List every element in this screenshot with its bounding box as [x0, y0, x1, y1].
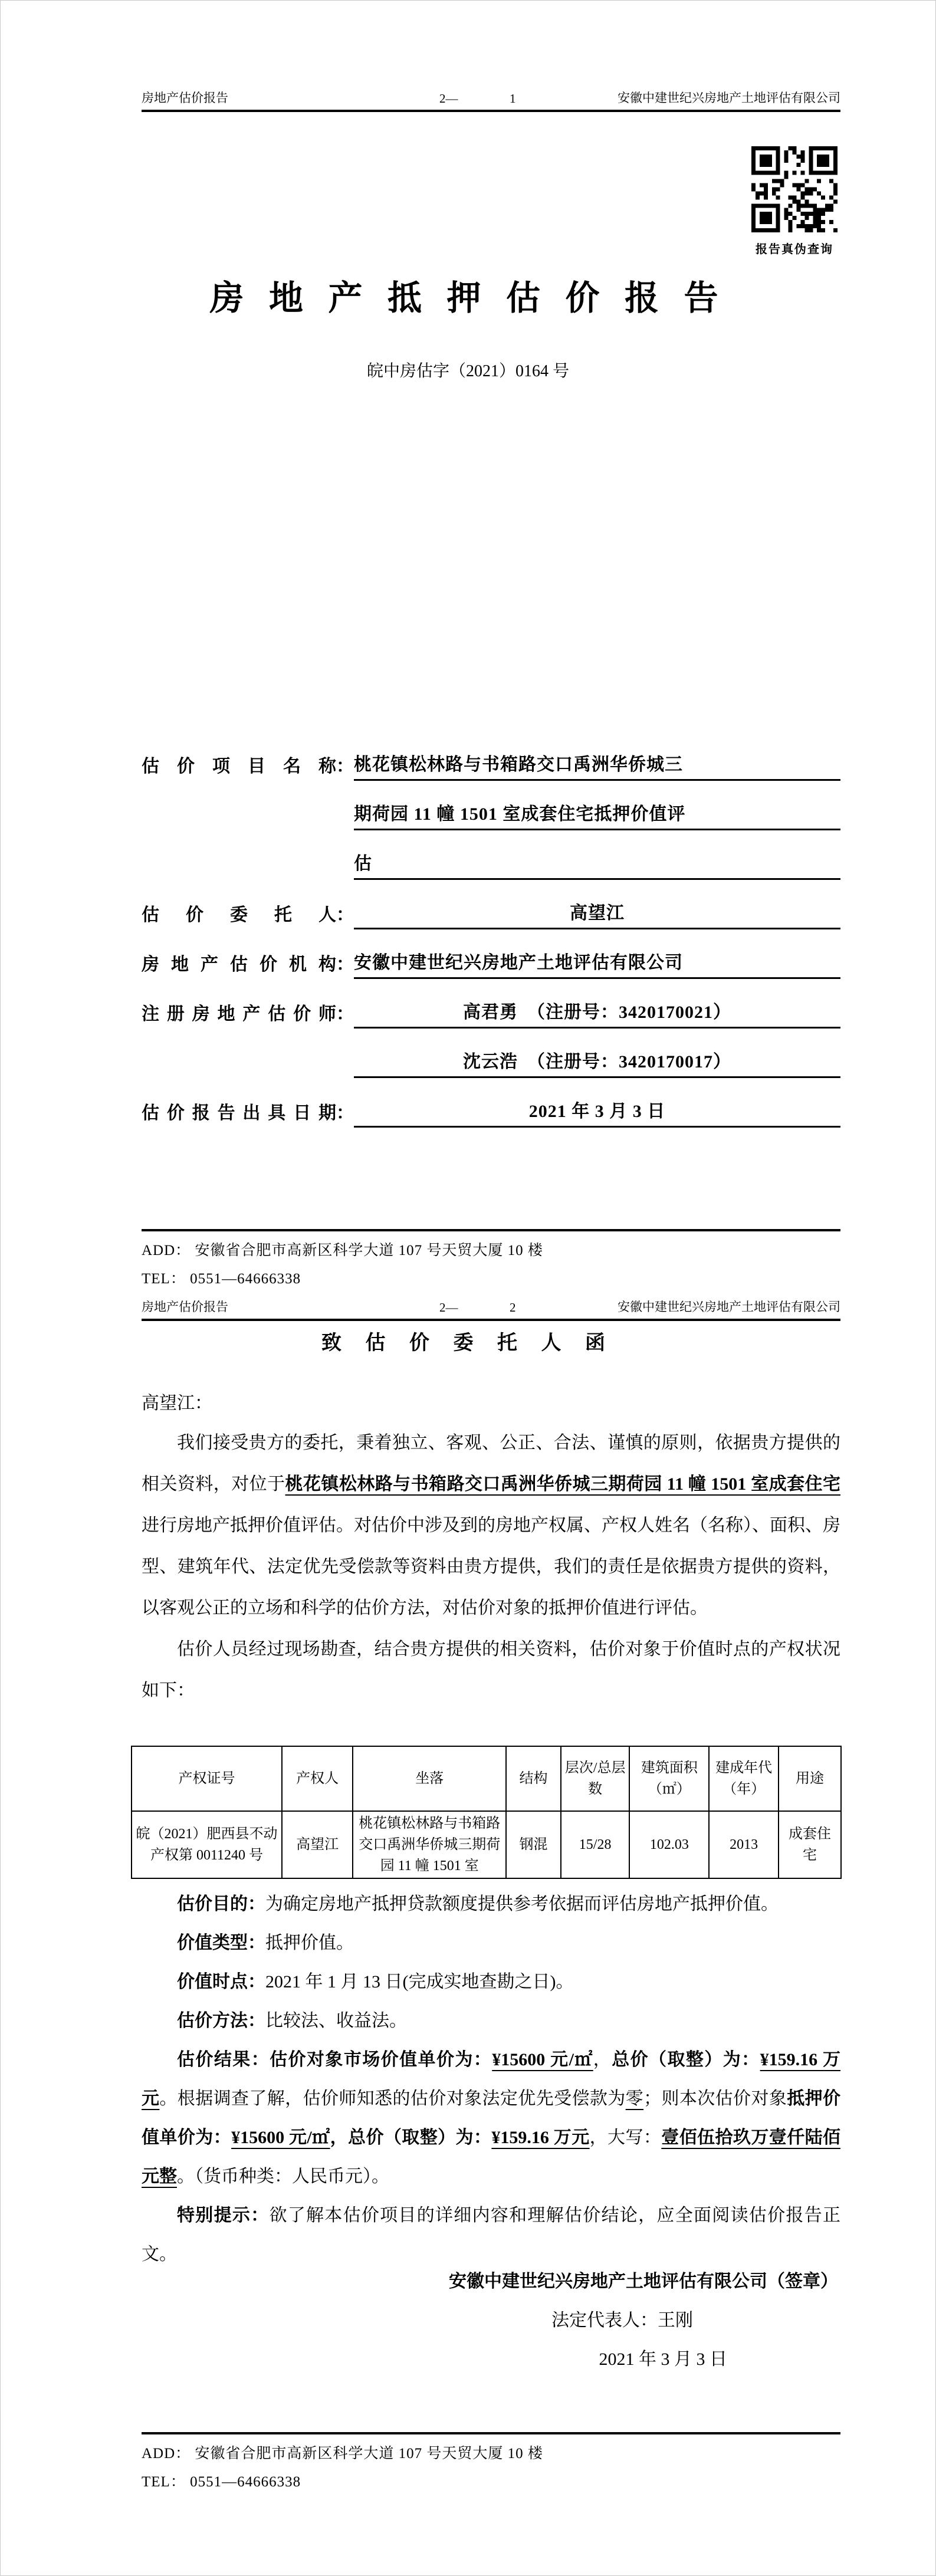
- ownership-table: [131, 1746, 842, 1879]
- field-appraiser-1: [142, 979, 840, 1029]
- method-paragraph: 估价方法：比较法、收益法。: [177, 2011, 407, 2030]
- footer-telephone: TEL： 0551—64666338: [142, 1271, 301, 1287]
- field-label: 估价报告出具日期: [142, 1103, 336, 1123]
- footer-address: ADD： 安徽省合肥市高新区科学大道 107 号天贸大厦 10 楼: [142, 1243, 543, 1259]
- field-appraiser-2: [142, 1029, 840, 1078]
- cell-usage: 成套住宅: [779, 1811, 841, 1878]
- cell-structure: 钢混: [506, 1811, 561, 1878]
- signature-legal-rep: 法定代表人：王刚: [551, 2311, 693, 2330]
- result-paragraph: 估价结果：估价对象市场价值单价为：¥15600 元/㎡，总价（取整）为：¥159.16 万元。根据调查了解，估价师知悉的估价对象法定优先受偿款为零；则本次估价对象抵押价值单价为：¥15600 元/㎡，总价（取整）为：¥159.16 万元，大写：壹佰伍拾玖万壹仟陆佰元整。（货币种类：人民币元）。: [142, 2050, 841, 2186]
- field-value: 2021 年 3 月 3 日: [354, 1096, 840, 1128]
- report-type-label: 房地产估价报告: [142, 91, 228, 105]
- report-title: 房 地 产 抵 押 估 价 报 告: [209, 279, 727, 317]
- signature-company: 安徽中建世纪兴房地产土地评估有限公司（签章）: [449, 2272, 838, 2291]
- field-colon: ：: [336, 905, 354, 925]
- salutation: 高望江：: [142, 1394, 212, 1413]
- field-colon: ：: [336, 1004, 354, 1024]
- footer-telephone: TEL： 0551—64666338: [142, 2474, 301, 2490]
- field-report-date: [142, 1078, 840, 1128]
- page-number-prefix: 2—: [439, 91, 458, 106]
- header-year-built: 建成年代（年）: [709, 1746, 779, 1811]
- field-colon: ：: [336, 757, 354, 776]
- header-floor: 层次/总层数: [561, 1746, 630, 1811]
- special-note-paragraph: 特别提示：欲了解本估价项目的详细内容和理解估价结论，应全面阅读估价报告正文。: [142, 2206, 841, 2264]
- page-number-prefix: 2—: [439, 1300, 458, 1315]
- cell-cert-no: 皖（2021）肥西县不动产权第 0011240 号: [132, 1811, 282, 1878]
- cell-area: 102.03: [629, 1811, 709, 1878]
- qr-code: [751, 145, 838, 234]
- field-label: 注册房地产估价师: [142, 1004, 336, 1024]
- report-number: 皖中房估字（2021）0164 号: [366, 362, 569, 380]
- letter-body: [142, 1422, 840, 1711]
- cell-owner: 高望江: [282, 1811, 353, 1878]
- ownership-table-block: [131, 1746, 842, 1879]
- cell-floor: 15/28: [561, 1811, 630, 1878]
- qr-caption: 报告真伪查询: [756, 243, 833, 256]
- field-value: 估: [354, 849, 840, 880]
- signature-block: [142, 2262, 840, 2379]
- qr-block: [751, 145, 838, 257]
- table-data-row: [132, 1811, 841, 1878]
- header-area: 建筑面积（㎡）: [629, 1746, 709, 1811]
- company-name: 安徽中建世纪兴房地产土地评估有限公司: [618, 91, 840, 105]
- field-label: 估 价 项 目 名 称: [142, 757, 336, 776]
- page2-running-header: [142, 1295, 840, 1321]
- cell-location: 桃花镇松林路与书箱路交口禹洲华侨城三期荷园 11 幢 1501 室: [353, 1811, 506, 1878]
- page-number: 1: [510, 91, 516, 106]
- page1-running-header: [142, 86, 840, 112]
- header-structure: 结构: [506, 1746, 561, 1811]
- field-project-name-line3: [142, 830, 840, 880]
- field-value: 高望江: [354, 898, 840, 929]
- field-colon: ：: [336, 1103, 354, 1123]
- field-value: 高君勇 （注册号：3420170021）: [354, 997, 840, 1029]
- page1-footer: [142, 1229, 840, 1288]
- field-value: 期荷园 11 幢 1501 室成套住宅抵押价值评: [354, 799, 840, 830]
- field-value: 沈云浩 （注册号：3420170017）: [354, 1047, 840, 1078]
- field-value: 安徽中建世纪兴房地产土地评估有限公司: [354, 948, 840, 979]
- page-number: 2: [510, 1300, 516, 1315]
- field-label: 房地产估价机构: [142, 955, 336, 974]
- header-owner: 产权人: [282, 1746, 353, 1811]
- value-type-paragraph: 价值类型：抵押价值。: [177, 1933, 354, 1953]
- field-label: 估 价 委 托 人: [142, 905, 336, 925]
- letter-paragraph-1: 我们接受贵方的委托，秉着独立、客观、公正、合法、谨慎的原则，依据贵方提供的相关资料，对位于桃花镇松林路与书箱路交口禹洲华侨城三期荷园 11 幢 1501 室成套住宅进行房地产抵押价值评估。对估价中涉及到的房地产权属、产权人姓名（名称）、面积、房型、建筑年代、法定优先受偿款等资料由贵方提供，我们的责任是依据贵方提供的资料，以客观公正的立场和科学的估价方法，对估价对象的抵押价值进行评估。: [142, 1433, 840, 1618]
- field-colon: ：: [336, 955, 354, 974]
- company-name: 安徽中建世纪兴房地产土地评估有限公司: [618, 1300, 840, 1314]
- signature-date: 2021 年 3 月 3 日: [599, 2350, 727, 2369]
- report-type-label: 房地产估价报告: [142, 1300, 228, 1314]
- page2-footer: [142, 2432, 840, 2491]
- field-value: 桃花镇松林路与书箱路交口禹洲华侨城三: [354, 750, 840, 781]
- field-client: [142, 880, 840, 929]
- cover-fields: [142, 731, 840, 1128]
- letter-title: 致 估 价 委 托 人 函: [321, 1332, 615, 1354]
- table-header-row: [132, 1746, 841, 1811]
- purpose-paragraph: 估价目的：为确定房地产抵押贷款额度提供参考依据而评估房地产抵押价值。: [177, 1894, 779, 1914]
- cell-year-built: 2013: [709, 1811, 779, 1878]
- field-project-name: [142, 731, 840, 781]
- header-usage: 用途: [779, 1746, 841, 1811]
- field-project-name-line2: [142, 781, 840, 830]
- header-cert-no: 产权证号: [132, 1746, 282, 1811]
- letter-paragraph-2: 估价人员经过现场勘查，结合贵方提供的相关资料，估价对象于价值时点的产权状况如下：: [142, 1639, 840, 1700]
- field-agency: [142, 929, 840, 979]
- conclusions: [142, 1885, 840, 2274]
- footer-address: ADD： 安徽省合肥市高新区科学大道 107 号天贸大厦 10 楼: [142, 2446, 543, 2462]
- header-location: 坐落: [353, 1746, 506, 1811]
- value-date-paragraph: 价值时点：2021 年 1 月 13 日(完成实地查勘之日)。: [177, 1972, 574, 1992]
